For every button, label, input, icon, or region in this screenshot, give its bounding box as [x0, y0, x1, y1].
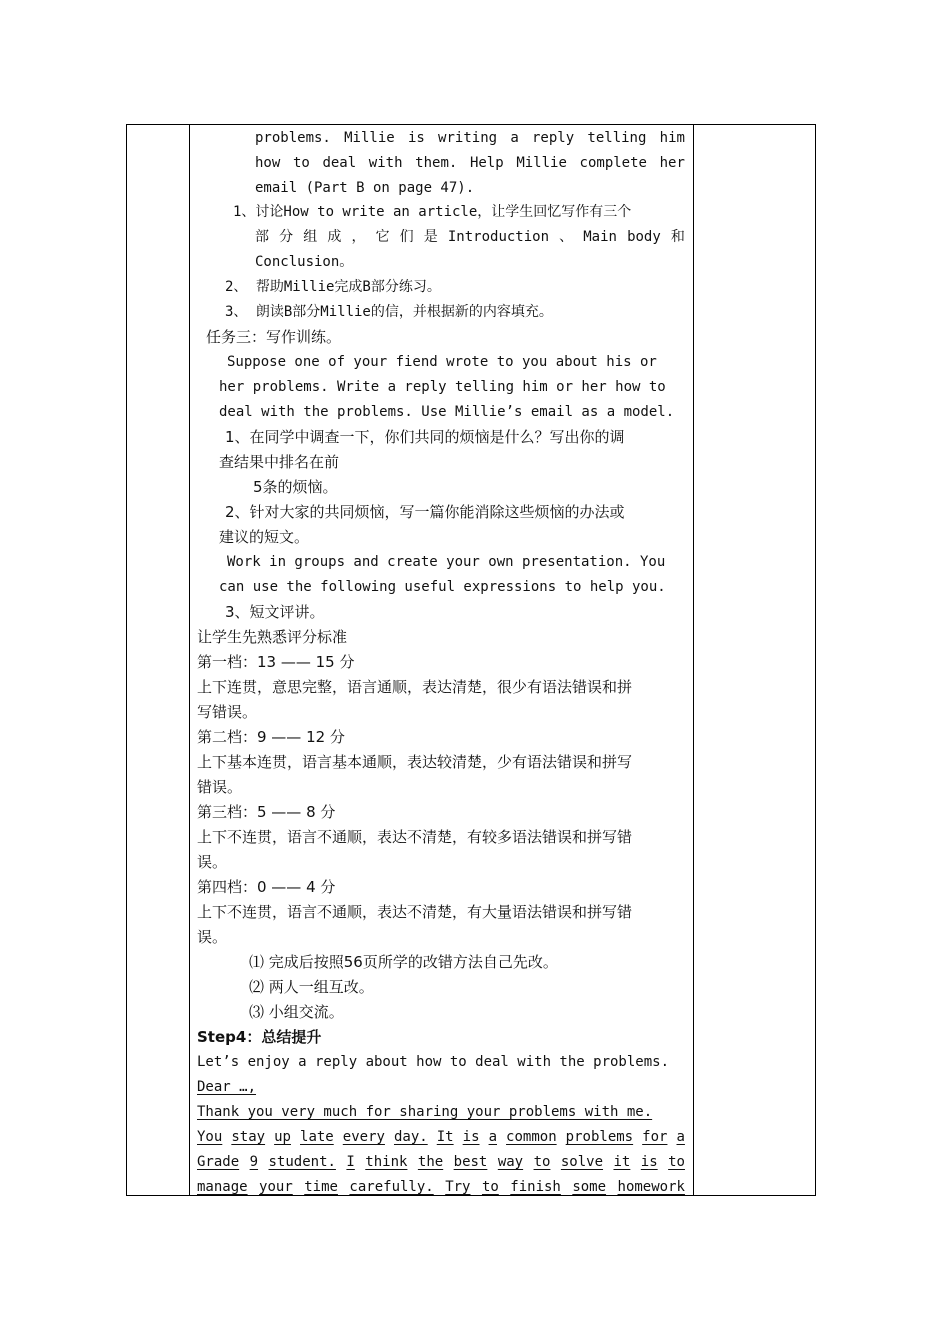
text-line: can use the following useful expressions to help you. — [219, 579, 666, 595]
word: how — [255, 155, 281, 171]
text-line: 2、 帮助Millie完成B部分练习。 — [225, 279, 441, 295]
word: You — [197, 1129, 223, 1145]
word: manage — [197, 1179, 248, 1195]
text-line: Let’s enjoy a reply about how to deal with the problems. — [197, 1054, 670, 1070]
text-line: 上下基本连贯，语言基本通顺，表达较清楚，少有语法错误和拼写 — [197, 753, 633, 771]
word: Millie — [344, 130, 395, 146]
word: 分 — [279, 229, 294, 245]
text-line: 让学生先熟悉评分标准 — [197, 628, 348, 646]
word: It — [436, 1129, 454, 1145]
column-divider — [693, 125, 694, 1195]
text-line: 2、针对大家的共同烦恼，写一篇你能消除这些烦恼的办法或 — [225, 503, 625, 521]
word: a — [488, 1129, 497, 1145]
letter-line — [197, 1127, 685, 1147]
text-line: 1、讨论How to write an article，让学生回忆写作有三个 — [233, 204, 632, 220]
text-line: Conclusion。 — [255, 254, 354, 270]
word: telling — [587, 130, 647, 146]
text-line: 1、在同学中调查一下，你们共同的烦恼是什么？写出你的调 — [225, 428, 625, 446]
word: to — [292, 155, 310, 171]
word: 9 — [249, 1154, 259, 1170]
word: to — [668, 1154, 685, 1170]
word: homework — [617, 1179, 685, 1195]
word: a — [510, 130, 519, 146]
column-divider — [189, 125, 190, 1195]
letter-line: Thank you very much for sharing your problems with me. — [197, 1104, 653, 1120]
text-line: ⑶ 小组交流。 — [249, 1003, 344, 1021]
word: complete — [579, 155, 647, 171]
text-line: 误。 — [197, 928, 228, 946]
word: is — [462, 1129, 480, 1145]
word: 、 — [559, 229, 574, 245]
grade-level-heading: 第一档：13 —— 15 分 — [197, 653, 355, 671]
text-line — [255, 153, 685, 173]
word: up — [274, 1129, 291, 1145]
word: with — [368, 155, 403, 171]
word: deal — [322, 155, 357, 171]
word: every — [342, 1129, 385, 1145]
text-line: 3、 朗读B部分Millie的信，并根据新的内容填充。 — [225, 304, 553, 320]
word: ， — [351, 229, 366, 245]
word: time — [304, 1179, 338, 1195]
word: Millie — [516, 155, 567, 171]
word: stay — [231, 1129, 266, 1145]
step-heading: Step4：总结提升 — [197, 1028, 322, 1046]
word: Grade — [197, 1154, 240, 1170]
text-line: email (Part B on page 47). — [255, 180, 475, 196]
word: body — [627, 229, 661, 245]
word: finish — [510, 1179, 561, 1195]
word: I — [346, 1154, 355, 1170]
text-line: 查结果中排名在前 — [219, 453, 340, 471]
word: best — [453, 1154, 488, 1170]
text-line: 5条的烦恼。 — [253, 478, 338, 496]
word: to — [533, 1154, 551, 1170]
word: her — [659, 155, 685, 171]
text-line: 误。 — [197, 853, 228, 871]
word: 成 — [327, 229, 342, 245]
grade-level-heading: 第二档：9 —— 12 分 — [197, 728, 345, 746]
text-line: Suppose one of your fiend wrote to you about his or — [227, 354, 657, 370]
word: common — [506, 1129, 557, 1145]
word: problems. — [255, 130, 331, 146]
text-line: 上下连贯，意思完整，语言通顺，表达清楚，很少有语法错误和拼 — [197, 678, 633, 696]
word: 们 — [399, 229, 414, 245]
word: think — [365, 1154, 408, 1170]
word: solve — [560, 1154, 604, 1170]
text-line: 上下不连贯，语言不通顺，表达不清楚，有较多语法错误和拼写错 — [197, 828, 633, 846]
letter-line — [197, 1177, 685, 1197]
word: him — [659, 130, 685, 146]
text-line: 上下不连贯，语言不通顺，表达不清楚，有大量语法错误和拼写错 — [197, 903, 633, 921]
section-heading: 任务三：写作训练。 — [206, 328, 342, 346]
word: day. — [393, 1129, 428, 1145]
word: Main — [583, 229, 617, 245]
word: it — [613, 1154, 631, 1170]
text-line: her problems. Write a reply telling him or her how to — [219, 379, 666, 395]
text-line: 写错误。 — [197, 703, 258, 721]
word: 它 — [375, 229, 390, 245]
text-line: Work in groups and create your own presentation. You — [227, 554, 666, 570]
word: to — [481, 1179, 499, 1195]
word: 部 — [255, 229, 269, 245]
word: 和 — [670, 229, 685, 245]
text-line: 3、短文评讲。 — [225, 603, 325, 621]
word: way — [497, 1154, 524, 1170]
text-line: 错误。 — [197, 778, 243, 796]
word: is — [640, 1154, 658, 1170]
word: writing — [438, 130, 498, 146]
word: is — [407, 130, 425, 146]
word: for — [642, 1129, 668, 1145]
grade-level-heading: 第三档：5 —— 8 分 — [197, 803, 336, 821]
word: a — [676, 1129, 685, 1145]
word: 是 — [423, 229, 438, 245]
word: your — [259, 1179, 293, 1195]
text-line: ⑴ 完成后按照56页所学的改错方法自己先改。 — [249, 953, 558, 971]
word: Introduction — [447, 229, 550, 245]
word: 组 — [303, 229, 318, 245]
word: reply — [532, 130, 575, 146]
word: them. — [415, 155, 458, 171]
text-line: 建议的短文。 — [219, 528, 310, 546]
word: carefully. — [349, 1179, 434, 1195]
word: late — [300, 1129, 334, 1145]
text-line — [255, 128, 685, 148]
word: some — [572, 1179, 607, 1195]
text-line: ⑵ 两人一组互改。 — [249, 978, 374, 996]
word: problems — [565, 1129, 634, 1145]
text-line: deal with the problems. Use Millie’s email as a model. — [219, 404, 675, 420]
word: Help — [469, 155, 504, 171]
text-line — [255, 227, 685, 247]
letter-line — [197, 1152, 685, 1172]
letter-line: Dear …, — [197, 1079, 257, 1095]
word: the — [417, 1154, 444, 1170]
word: Try — [445, 1179, 471, 1195]
word: student. — [268, 1154, 336, 1170]
grade-level-heading: 第四档：0 —— 4 分 — [197, 878, 336, 896]
